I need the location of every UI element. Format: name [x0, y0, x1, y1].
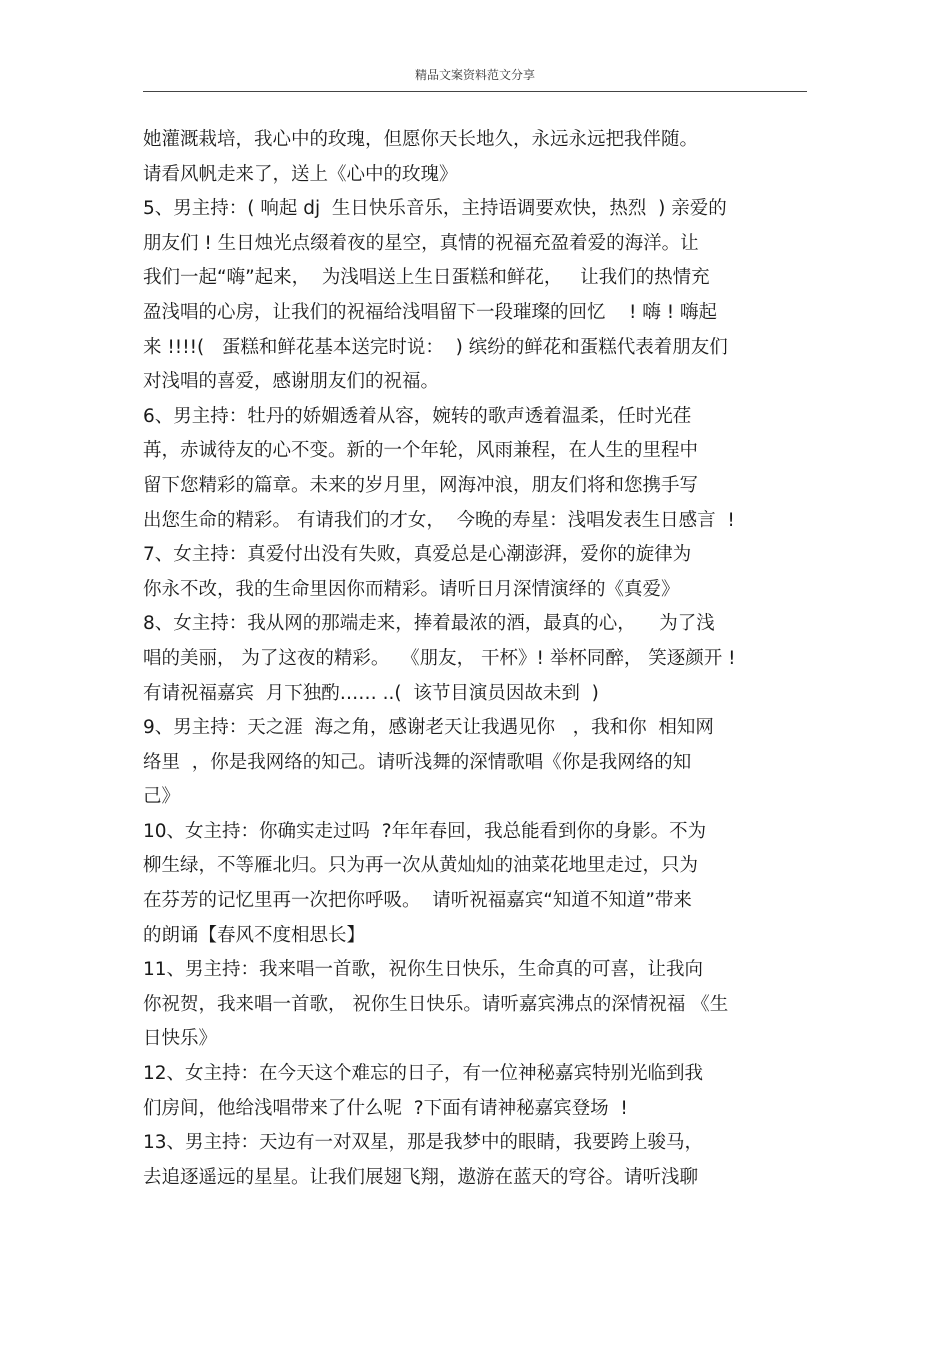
text-line: 5、男主持：( 响起 dj 生日快乐音乐，主持语调要欢快，热烈 ) 亲爱的	[143, 198, 727, 220]
text-line: 柳生绿，不等雁北归。只为再一次从黄灿灿的油菜花地里走过，只为	[143, 855, 699, 877]
text-line: 出您生命的精彩。 有请我们的才女， 今晚的寿星：浅唱发表生日感言 !	[143, 509, 735, 531]
text-line: 13、男主持：天边有一对双星，那是我梦中的眼睛，我要跨上骏马，	[143, 1132, 704, 1154]
text-line: 7、女主持：真爱付出没有失败，真爱总是心潮澎湃，爱你的旋律为	[143, 544, 692, 566]
text-line: 朋友们 ! 生日烛光点缀着夜的星空，真情的祝福充盈着爱的海洋。让	[143, 232, 699, 254]
text-line: 去追逐遥远的星星。让我们展翅飞翔，遨游在蓝天的穹谷。请听浅聊	[143, 1166, 699, 1188]
text-line: 你永不改，我的生命里因你而精彩。请听日月深情演绎的《真爱》	[143, 578, 680, 600]
text-line: 唱的美丽， 为了这夜的精彩。 《朋友， 干杯》! 举杯同醉， 笑逐颜开 !	[143, 647, 736, 669]
text-line: 日快乐》	[143, 1028, 218, 1050]
text-line: 盈浅唱的心房，让我们的祝福给浅唱留下一段璀璨的回忆 ! 嗨 ! 嗨起	[143, 301, 717, 323]
text-line: 她灌溉栽培，我心中的玫瑰，但愿你天长地久，永远永远把我伴随。	[143, 129, 699, 150]
text-line: 有请祝福嘉宾 月下独酌…… ..( 该节目演员因故未到 )	[143, 682, 599, 704]
text-line: 留下您精彩的篇章。未来的岁月里，网海冲浪，朋友们将和您携手写	[143, 474, 699, 496]
header-divider	[143, 91, 807, 92]
text-line: 6、男主持：牡丹的娇媚透着从容，婉转的歌声透着温柔，任时光荏	[143, 405, 692, 427]
text-line: 苒，赤诚待友的心不变。新的一个年轮，风雨兼程，在人生的里程中	[143, 440, 699, 462]
text-line: 11、男主持：我来唱一首歌，祝你生日快乐，生命真的可喜，让我向	[143, 959, 704, 981]
text-line: 己》	[143, 786, 181, 808]
text-line: 对浅唱的喜爱，感谢朋友们的祝福。	[143, 371, 440, 393]
text-line: 我们一起“嗨”起来， 为浅唱送上生日蛋糕和鲜花， 让我们的热情充	[143, 267, 710, 289]
text-line: 们房间，他给浅唱带来了什么呢 ?下面有请神秘嘉宾登场 !	[143, 1097, 628, 1119]
text-line: 你祝贺，我来唱一首歌， 祝你生日快乐。请听嘉宾沸点的深情祝福 《生	[143, 993, 729, 1015]
text-line: 10、女主持：你确实走过吗 ?年年春回，我总能看到你的身影。不为	[143, 820, 707, 842]
page-header: 精品文案资料范文分享	[414, 68, 535, 82]
text-line: 的朗诵【春风不度相思长】	[143, 924, 366, 946]
text-line: 请看风帆走来了，送上《心中的玫瑰》	[143, 163, 458, 185]
text-line: 9、男主持：天之涯 海之角，感谢老天让我遇见你 ，我和你 相知网	[143, 717, 714, 739]
document-body	[143, 123, 823, 1195]
text-line: 络里 ，你是我网络的知己。请听浅舞的深情歌唱《你是我网络的知	[143, 751, 692, 773]
text-line: 来 !!!!( 蛋糕和鲜花基本送完时说： ) 缤纷的鲜花和蛋糕代表着朋友们	[143, 336, 728, 358]
text-line: 12、女主持：在今天这个难忘的日子，有一位神秘嘉宾特别光临到我	[143, 1063, 704, 1085]
text-line: 在芬芳的记忆里再一次把你呼吸。 请听祝福嘉宾“知道不知道”带来	[143, 890, 692, 912]
text-line: 8、女主持：我从网的那端走来，捧着最浓的酒，最真的心， 为了浅	[143, 613, 715, 635]
